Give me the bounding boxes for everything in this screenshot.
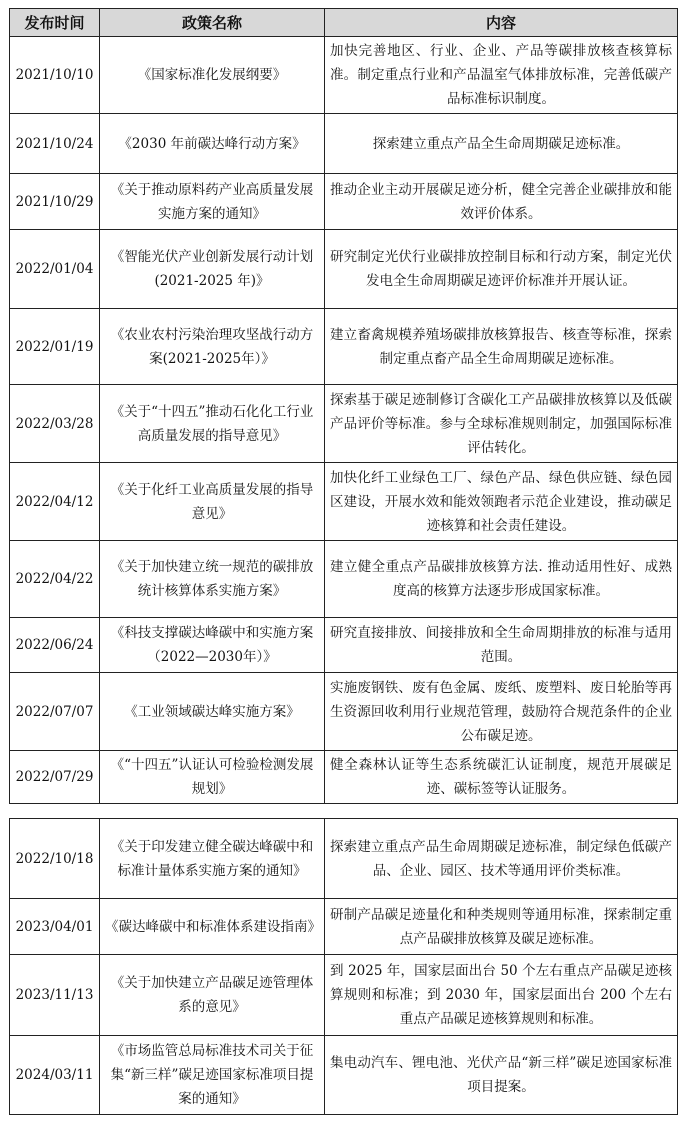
content-cell: 研究直接排放、间接排放和全生命周期排放的标准与适用范围。 bbox=[325, 618, 678, 673]
content-cell: 探索建立重点产品全生命周期碳足迹标准。 bbox=[325, 114, 678, 174]
policy-table-1 bbox=[9, 8, 678, 804]
date-cell: 2022/07/29 bbox=[10, 751, 100, 804]
content-cell: 探索基于碳足迹制修订含碳化工产品碳排放核算以及低碳产品评价等标准。参与全球标准规则制定，加强国际标准评估转化。 bbox=[325, 385, 678, 463]
content-cell: 到 2025 年，国家层面出台 50 个左右重点产品碳足迹核算规则和标准；到 2030 年，国家层面出台 200 个左右重点产品碳足迹核算规则和标准。 bbox=[325, 955, 678, 1036]
table-row bbox=[10, 1036, 678, 1115]
date-cell: 2023/04/01 bbox=[10, 899, 100, 955]
content-cell: 建立畜禽规模养殖场碳排放核算报告、核查等标准，探索制定重点畜产品全生命周期碳足迹标准。 bbox=[325, 309, 678, 385]
policy-cell: 《农业农村污染治理攻坚战行动方案(2021-2025年）》 bbox=[100, 309, 325, 385]
content-cell: 探索建立重点产品生命周期碳足迹标准，制定绿色低碳产品、企业、园区、技术等通用评价类标准。 bbox=[325, 819, 678, 899]
table-row bbox=[10, 37, 678, 114]
content-cell: 实施废钢铁、废有色金属、废纸、废塑料、废日轮胎等再生资源回收利用行业规范管理，鼓励符合规范条件的企业公布碳足迹。 bbox=[325, 673, 678, 751]
policy-cell: 《智能光伏产业创新发展行动计划 (2021-2025 年)》 bbox=[100, 230, 325, 309]
policy-cell: 《关于加快建立统一规范的碳排放统计核算体系实施方案》 bbox=[100, 541, 325, 618]
header-content: 内容 bbox=[325, 9, 678, 37]
table-row bbox=[10, 618, 678, 673]
table-row bbox=[10, 541, 678, 618]
content-cell: 健全森林认证等生态系统碳汇认证制度，规范开展碳足迹、碳标签等认证服务。 bbox=[325, 751, 678, 804]
date-cell: 2021/10/29 bbox=[10, 174, 100, 230]
date-cell: 2022/07/07 bbox=[10, 673, 100, 751]
table-row bbox=[10, 751, 678, 804]
policy-cell: 《“十四五”认证认可检验检测发展规划》 bbox=[100, 751, 325, 804]
date-cell: 2022/01/04 bbox=[10, 230, 100, 309]
policy-cell: 《关于化纤工业高质量发展的指导意见》 bbox=[100, 463, 325, 541]
date-cell: 2022/10/18 bbox=[10, 819, 100, 899]
date-cell: 2021/10/10 bbox=[10, 37, 100, 114]
content-cell: 推动企业主动开展碳足迹分析，健全完善企业碳排放和能效评价体系。 bbox=[325, 174, 678, 230]
content-cell: 建立健全重点产品碳排放核算方法. 推动适用性好、成熟度高的核算方法逐步形成国家标准。 bbox=[325, 541, 678, 618]
policy-cell: 《关于“十四五”推动石化化工行业高质量发展的指导意见》 bbox=[100, 385, 325, 463]
header-date: 发布时间 bbox=[10, 9, 100, 37]
content-cell: 研制产品碳足迹量化和种类规则等通用标准，探索制定重点产品碳排放核算及碳足迹标准。 bbox=[325, 899, 678, 955]
date-cell: 2022/01/19 bbox=[10, 309, 100, 385]
policy-cell: 《关于推动原料药产业高质量发展实施方案的通知》 bbox=[100, 174, 325, 230]
content-cell: 加快化纤工业绿色工厂、绿色产品、绿色供应链、绿色园区建设，开展水效和能效领跑者示范企业建设，推动碳足迹核算和社会责任建设。 bbox=[325, 463, 678, 541]
policy-cell: 《碳达峰碳中和标准体系建设指南》 bbox=[100, 899, 325, 955]
table-row bbox=[10, 899, 678, 955]
table-row bbox=[10, 819, 678, 899]
date-cell: 2021/10/24 bbox=[10, 114, 100, 174]
table-row bbox=[10, 114, 678, 174]
policy-cell: 《市场监管总局标准技术司关于征集“新三样”碳足迹国家标准项目提案的通知》 bbox=[100, 1036, 325, 1115]
date-cell: 2022/06/24 bbox=[10, 618, 100, 673]
policy-cell: 《科技支撑碳达峰碳中和实施方案（2022—2030年）》 bbox=[100, 618, 325, 673]
policy-cell: 《关于加快建立产品碳足迹管理体系的意见》 bbox=[100, 955, 325, 1036]
table-row bbox=[10, 230, 678, 309]
policy-cell: 《关于印发建立健全碳达峰碳中和标准计量体系实施方案的通知》 bbox=[100, 819, 325, 899]
date-cell: 2022/04/12 bbox=[10, 463, 100, 541]
date-cell: 2024/03/11 bbox=[10, 1036, 100, 1115]
content-cell: 加快完善地区、行业、企业、产品等碳排放核查核算标准。制定重点行业和产品温室气体排放标准，完善低碳产品标准标识制度。 bbox=[325, 37, 678, 114]
policy-cell: 《2030 年前碳达峰行动方案》 bbox=[100, 114, 325, 174]
date-cell: 2022/04/22 bbox=[10, 541, 100, 618]
policy-cell: 《工业领域碳达峰实施方案》 bbox=[100, 673, 325, 751]
content-cell: 集电动汽车、锂电池、光伏产品“新三样”碳足迹国家标准项目提案。 bbox=[325, 1036, 678, 1115]
policy-table-2 bbox=[9, 818, 678, 1115]
table-row bbox=[10, 955, 678, 1036]
header-policy: 政策名称 bbox=[100, 9, 325, 37]
policy-cell: 《国家标准化发展纲要》 bbox=[100, 37, 325, 114]
table-row bbox=[10, 385, 678, 463]
table-row bbox=[10, 673, 678, 751]
date-cell: 2023/11/13 bbox=[10, 955, 100, 1036]
content-cell: 研究制定光伏行业碳排放控制目标和行动方案，制定光伏发电全生命周期碳足迹评价标准并开展认证。 bbox=[325, 230, 678, 309]
header-row bbox=[10, 9, 678, 37]
table-row bbox=[10, 463, 678, 541]
date-cell: 2022/03/28 bbox=[10, 385, 100, 463]
table-row bbox=[10, 309, 678, 385]
table-row bbox=[10, 174, 678, 230]
